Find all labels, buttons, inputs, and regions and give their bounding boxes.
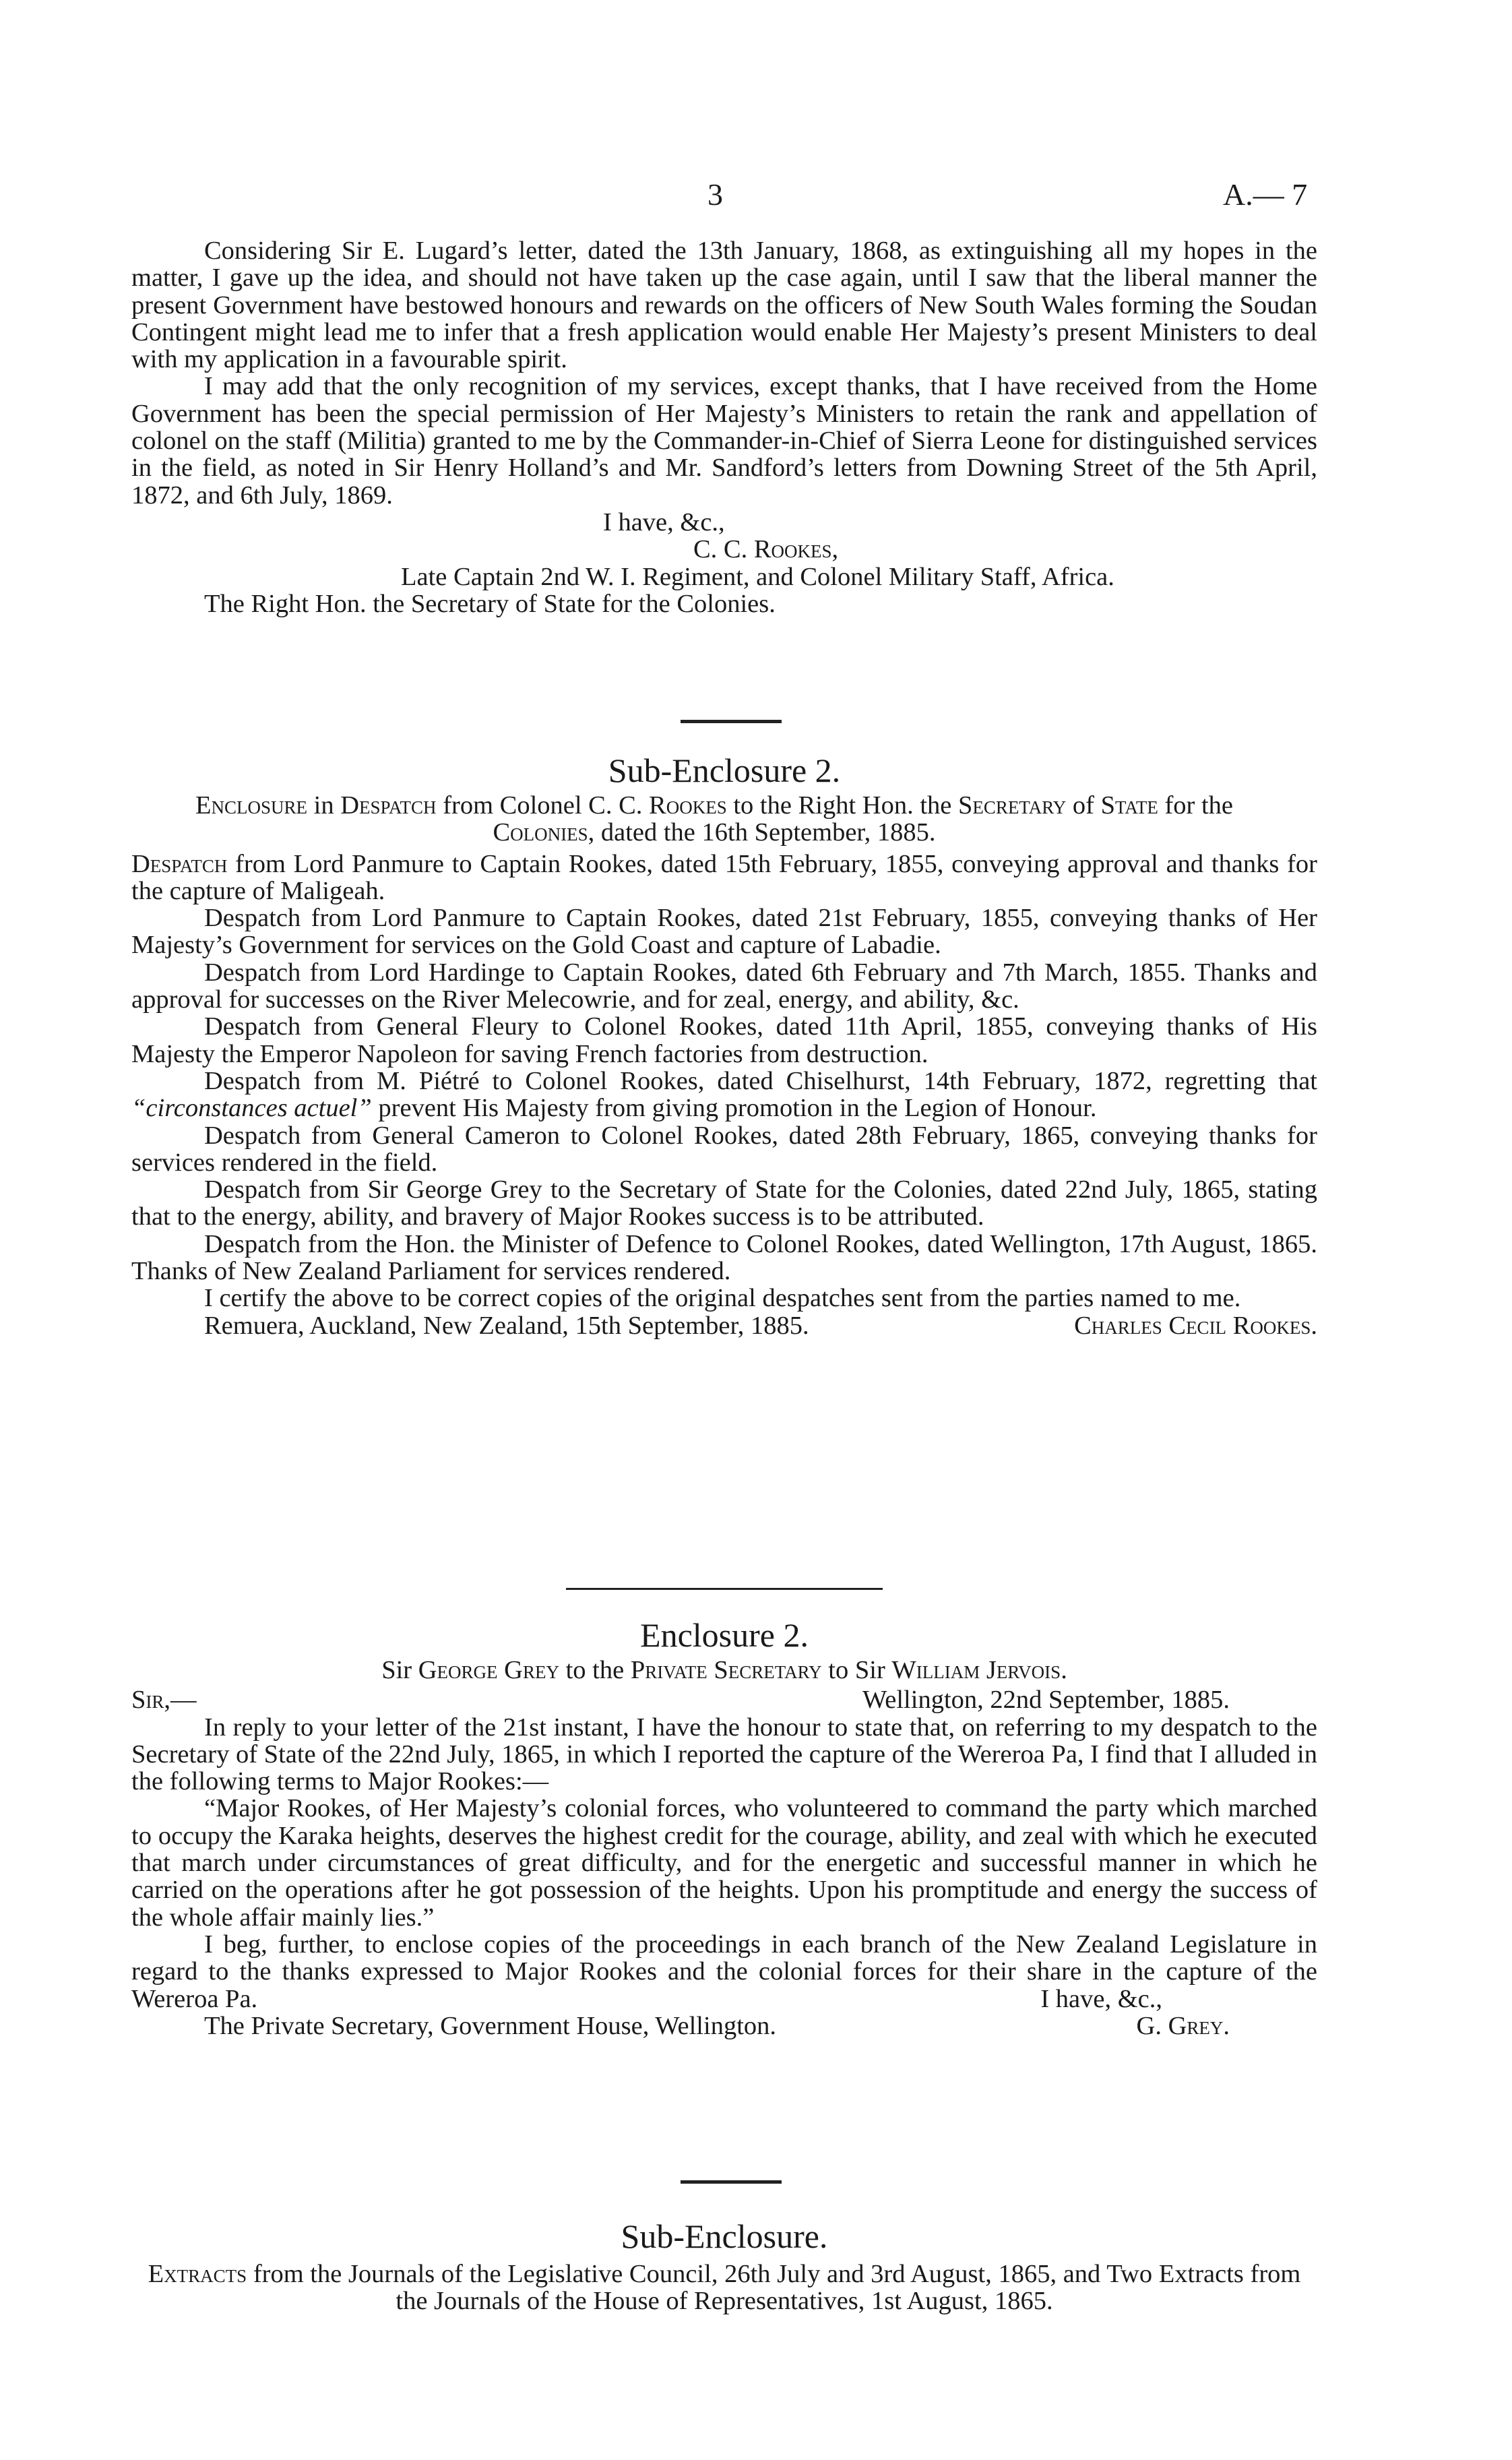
letter-signature: C. C. Rookes, <box>693 535 839 564</box>
despatch-entry: Despatch from General Fleury to Colonel Rookes, dated 11th April, 1855, conveying thanks of His Majesty the Emperor Napoleon for saving French factories from destruction. <box>131 1012 1317 1068</box>
despatch-entry: Despatch from Lord Hardinge to Captain Rookes, dated 6th February and 7th March, 1855. Thanks and approval for successes on the River Melecowrie, and for zeal, energy, and ability, &c. <box>131 958 1317 1014</box>
section-divider <box>681 720 782 723</box>
section-divider <box>681 2180 782 2184</box>
section-caption: Sir George Grey to the Private Secretary to Sir William Jervois. <box>381 1656 1067 1684</box>
despatch-entry: Despatch from Sir George Grey to the Secretary of State for the Colonies, dated 22nd July, 1865, stating that to the energy, ability, and bravery of Major Rookes success is to be attributed. <box>131 1175 1317 1231</box>
signatory-title: Late Captain 2nd W. I. Regiment, and Colonel Military Staff, Africa. <box>401 562 1114 591</box>
quoted-paragraph: “Major Rookes, of Her Majesty’s colonial forces, who volunteered to command the party which marched to occupy the Karaka heights, deserves the highest credit for the courage, ability, and zeal with which he executed that march under circumstances of great difficulty, and for the energetic and successful manner in which he carried on the operations after he got possession of the heights. Upon his promptitude and energy the success of the whole affair mainly lies.” <box>131 1794 1317 1932</box>
section-heading: Enclosure 2. <box>640 1616 809 1654</box>
letter-closing: I have, &c., <box>1040 1984 1162 2013</box>
enclosure-2 <box>131 1616 1317 2039</box>
page-number: 3 <box>707 177 723 212</box>
certification: I certify the above to be correct copies of the original despatches sent from the parties named to me. Charles Cecil Rookes. <box>204 1284 1317 1340</box>
section-heading: Sub-Enclosure 2. <box>608 751 841 789</box>
despatch-entry: Despatch from Lord Panmure to Captain Rookes, dated 21st February, 1855, conveying thanks of Her Majesty’s Government for services on the Gold Coast and capture of Labadie. <box>131 904 1317 960</box>
sub-enclosure-2 <box>131 751 1317 1339</box>
salutation-line <box>131 1686 1317 1713</box>
section-divider <box>566 1588 883 1590</box>
paragraph: In reply to your letter of the 21st instant, I have the honour to state that, on referring to my despatch to the Secretary of State of the 22nd July, 1865, in which I reported the capture of the Wereroa Pa, I find that I alluded in the following terms to Major Rookes:— <box>131 1713 1317 1796</box>
addressee-line <box>131 2012 1317 2039</box>
despatch-entry: Despatch from M. Piétré to Colonel Rookes, dated Chiselhurst, 14th February, 1872, regretting that “circonstances actuel” prevent His Majesty from giving promotion in the Legion of Honour. <box>131 1066 1317 1123</box>
section-caption: Enclosure in Despatch from Colonel C. C. Rookes to the Right Hon. the Secretary of State for the Colonies, dated the 16th September, 1885. <box>195 791 1234 847</box>
certifier-signature: Charles Cecil Rookes. <box>1074 1311 1317 1340</box>
letter-addressee: The Right Hon. the Secretary of State for the Colonies. <box>204 589 776 618</box>
despatch-entry: Despatch from the Hon. the Minister of Defence to Colonel Rookes, dated Wellington, 17th August, 1865. Thanks of New Zealand Parliament for services rendered. <box>131 1229 1317 1286</box>
paragraph: I may add that the only recognition of my services, except thanks, that I have received from the Home Government has been the special permission of Her Majesty’s Ministers to retain the rank and appellation of colonel on the staff (Militia) granted to me by the Commander-in-Chief of Sierra Leone for distinguished services in the field, as noted in Sir Henry Holland’s and Mr. Sandford’s letters from Downing Street of the 5th April, 1872, and 6th July, 1869. <box>131 372 1317 510</box>
place-date: Remuera, Auckland, New Zealand, 15th September, 1885. <box>204 1311 809 1340</box>
paper-reference: A.— 7 <box>1223 177 1308 212</box>
despatch-entry: Despatch from General Cameron to Colonel Rookes, dated 28th February, 1865, conveying thanks for services rendered in the field. <box>131 1121 1317 1177</box>
sub-enclosure <box>131 2217 1317 2315</box>
salutation: Sir,— <box>131 1686 197 1715</box>
dateline: Wellington, 22nd September, 1885. <box>862 1686 1230 1715</box>
paragraph: Considering Sir E. Lugard’s letter, dated the 13th January, 1868, as extinguishing all my hopes in the matter, I gave up the idea, and should not have taken up the case again, until I saw that the liberal manner the present Government have bestowed honours and rewards on the officers of New South Wales forming the Soudan Contingent might lead me to infer that a fresh application would enable Her Majesty’s present Ministers to deal with my application in a favourable spirit. <box>131 237 1317 374</box>
section-heading: Sub-Enclosure. <box>621 2217 828 2255</box>
section-caption: Extracts from the Journals of the Legislative Council, 26th July and 3rd August, 1865, and Two Extracts from the Journals of the House of Representatives, 1st August, 1865. <box>148 2260 1301 2316</box>
despatch-entry: Despatch from Lord Panmure to Captain Rookes, dated 15th February, 1855, conveying approval and thanks for the capture of Maligeah. <box>131 849 1317 905</box>
letter-closing: I have, &c., <box>603 508 725 536</box>
paragraph: I beg, further, to enclose copies of the proceedings in each branch of the New Zealand Legislature in regard to the thanks expressed to Major Rookes and the colonial forces for their share in the capture of the Wereroa Pa. I have, &c., <box>131 1930 1317 2013</box>
letter-continuation <box>131 237 1317 617</box>
letter-addressee: The Private Secretary, Government House, Wellington. <box>204 2011 777 2040</box>
page-header <box>0 177 1512 217</box>
letter-signature: G. Grey. <box>1136 2011 1230 2040</box>
